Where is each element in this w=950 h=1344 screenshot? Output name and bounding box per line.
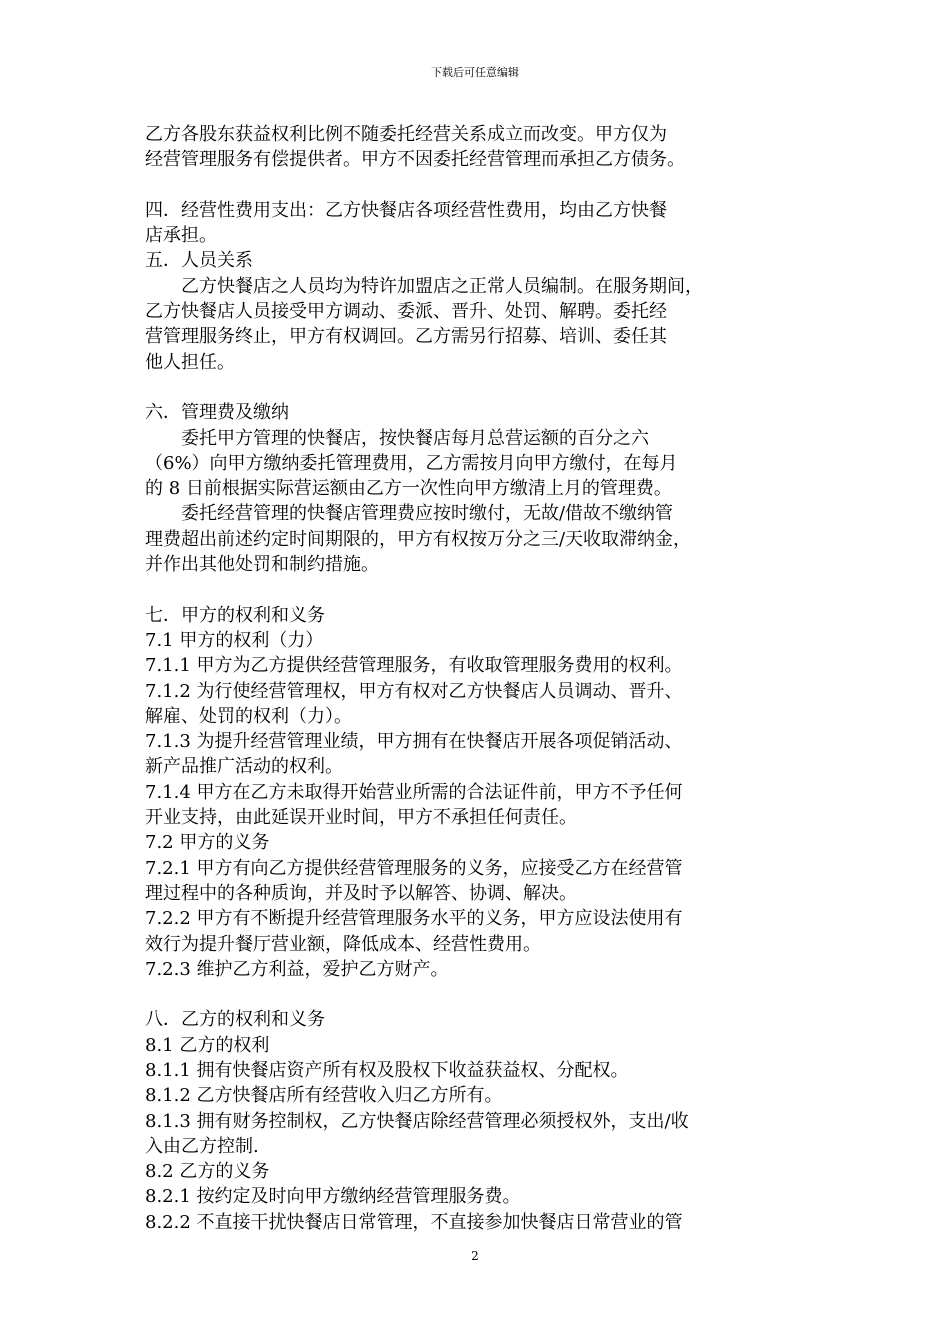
subsection-heading: 8.2 乙方的义务 xyxy=(145,1161,270,1183)
section-heading-8: 八．乙方的权利和义务 xyxy=(145,1009,325,1031)
text-line: 的 8 日前根据实际营运额由乙方一次性向甲方缴清上月的管理费。 xyxy=(145,478,672,500)
text-line: 乙方快餐店之人员均为特许加盟店之正常人员编制。在服务期间， xyxy=(181,275,703,297)
blank-line xyxy=(145,982,815,1007)
page-header: 下载后可任意编辑 xyxy=(431,66,519,79)
text-line: 8.1.1 拥有快餐店资产所有权及股权下收益获益权、分配权。 xyxy=(145,1059,629,1081)
section-heading-4: 四．经营性费用支出：乙方快餐店各项经营性费用，均由乙方快餐 xyxy=(145,199,667,221)
text-line: 并作出其他处罚和制约措施。 xyxy=(145,554,379,576)
section-heading-6: 六．管理费及缴纳 xyxy=(145,402,289,424)
blank-line xyxy=(145,375,815,400)
text-line: 7.2.1 甲方有向乙方提供经营管理服务的义务，应接受乙方在经营管 xyxy=(145,857,683,879)
section-heading-5: 五．人员关系 xyxy=(145,250,253,272)
text-line: 7.1.4 甲方在乙方未取得开始营业所需的合法证件前，甲方不予任何 xyxy=(145,781,683,803)
text-line: 新产品推广活动的权利。 xyxy=(145,756,343,778)
blank-line xyxy=(145,577,815,602)
subsection-heading: 8.1 乙方的权利 xyxy=(145,1034,270,1056)
text-line: 乙方各股东获益权利比例不随委托经营关系成立而改变。甲方仅为 xyxy=(145,124,667,145)
text-line: 开业支持，由此延误开业时间，甲方不承担任何责任。 xyxy=(145,807,577,829)
text-line: （6%）向甲方缴纳委托管理费用，乙方需按月向甲方缴付，在每月 xyxy=(145,452,678,474)
text-line: 营管理服务终止，甲方有权调回。乙方需另行招募、培训、委任其 xyxy=(145,326,667,348)
text-line: 乙方快餐店人员接受甲方调动、委派、晋升、处罚、解聘。委托经 xyxy=(145,301,667,323)
text-line: 店承担。 xyxy=(145,225,217,247)
subsection-heading: 7.2 甲方的义务 xyxy=(145,832,270,854)
text-line: 理过程中的各种质询，并及时予以解答、协调、解决。 xyxy=(145,882,577,904)
text-line: 解雇、处罚的权利（力）。 xyxy=(145,705,352,727)
section-heading-7: 七．甲方的权利和义务 xyxy=(145,604,325,626)
text-line: 入由乙方控制. xyxy=(145,1135,259,1157)
text-line: 7.2.3 维护乙方利益，爱护乙方财产。 xyxy=(145,958,449,980)
text-line: 效行为提升餐厅营业额，降低成本、经营性费用。 xyxy=(145,933,541,955)
text-line: 理费超出前述约定时间期限的，甲方有权按万分之三/天收取滞纳金， xyxy=(145,528,692,550)
subsection-heading: 7.1 甲方的权利（力） xyxy=(145,629,324,651)
page-number: 2 xyxy=(471,1249,479,1263)
text-line: 7.1.3 为提升经营管理业绩，甲方拥有在快餐店开展各项促销活动、 xyxy=(145,731,683,753)
text-line: 8.2.1 按约定及时向甲方缴纳经营管理服务费。 xyxy=(145,1186,521,1208)
text-line: 经营管理服务有偿提供者。甲方不因委托经营管理而承担乙方债务。 xyxy=(145,149,685,171)
text-line: 委托经营管理的快餐店管理费应按时缴付，无故/借故不缴纳管 xyxy=(181,503,674,525)
text-line: 7.1.1 甲方为乙方提供经营管理服务，有收取管理服务费用的权利。 xyxy=(145,655,683,677)
text-line: 8.2.2 不直接干扰快餐店日常管理，不直接参加快餐店日常营业的管 xyxy=(145,1211,683,1233)
text-line: 8.1.3 拥有财务控制权，乙方快餐店除经营管理必须授权外，支出/收 xyxy=(145,1110,689,1132)
text-line: 他人担任。 xyxy=(145,351,235,373)
blank-line xyxy=(145,173,815,198)
document-body xyxy=(145,122,815,1235)
text-line: 7.2.2 甲方有不断提升经营管理服务水平的义务，甲方应设法使用有 xyxy=(145,908,683,930)
text-line: 8.1.2 乙方快餐店所有经营收入归乙方所有。 xyxy=(145,1085,503,1107)
text-line: 委托甲方管理的快餐店，按快餐店每月总营运额的百分之六 xyxy=(181,427,649,449)
text-line: 7.1.2 为行使经营管理权，甲方有权对乙方快餐店人员调动、晋升、 xyxy=(145,680,683,702)
